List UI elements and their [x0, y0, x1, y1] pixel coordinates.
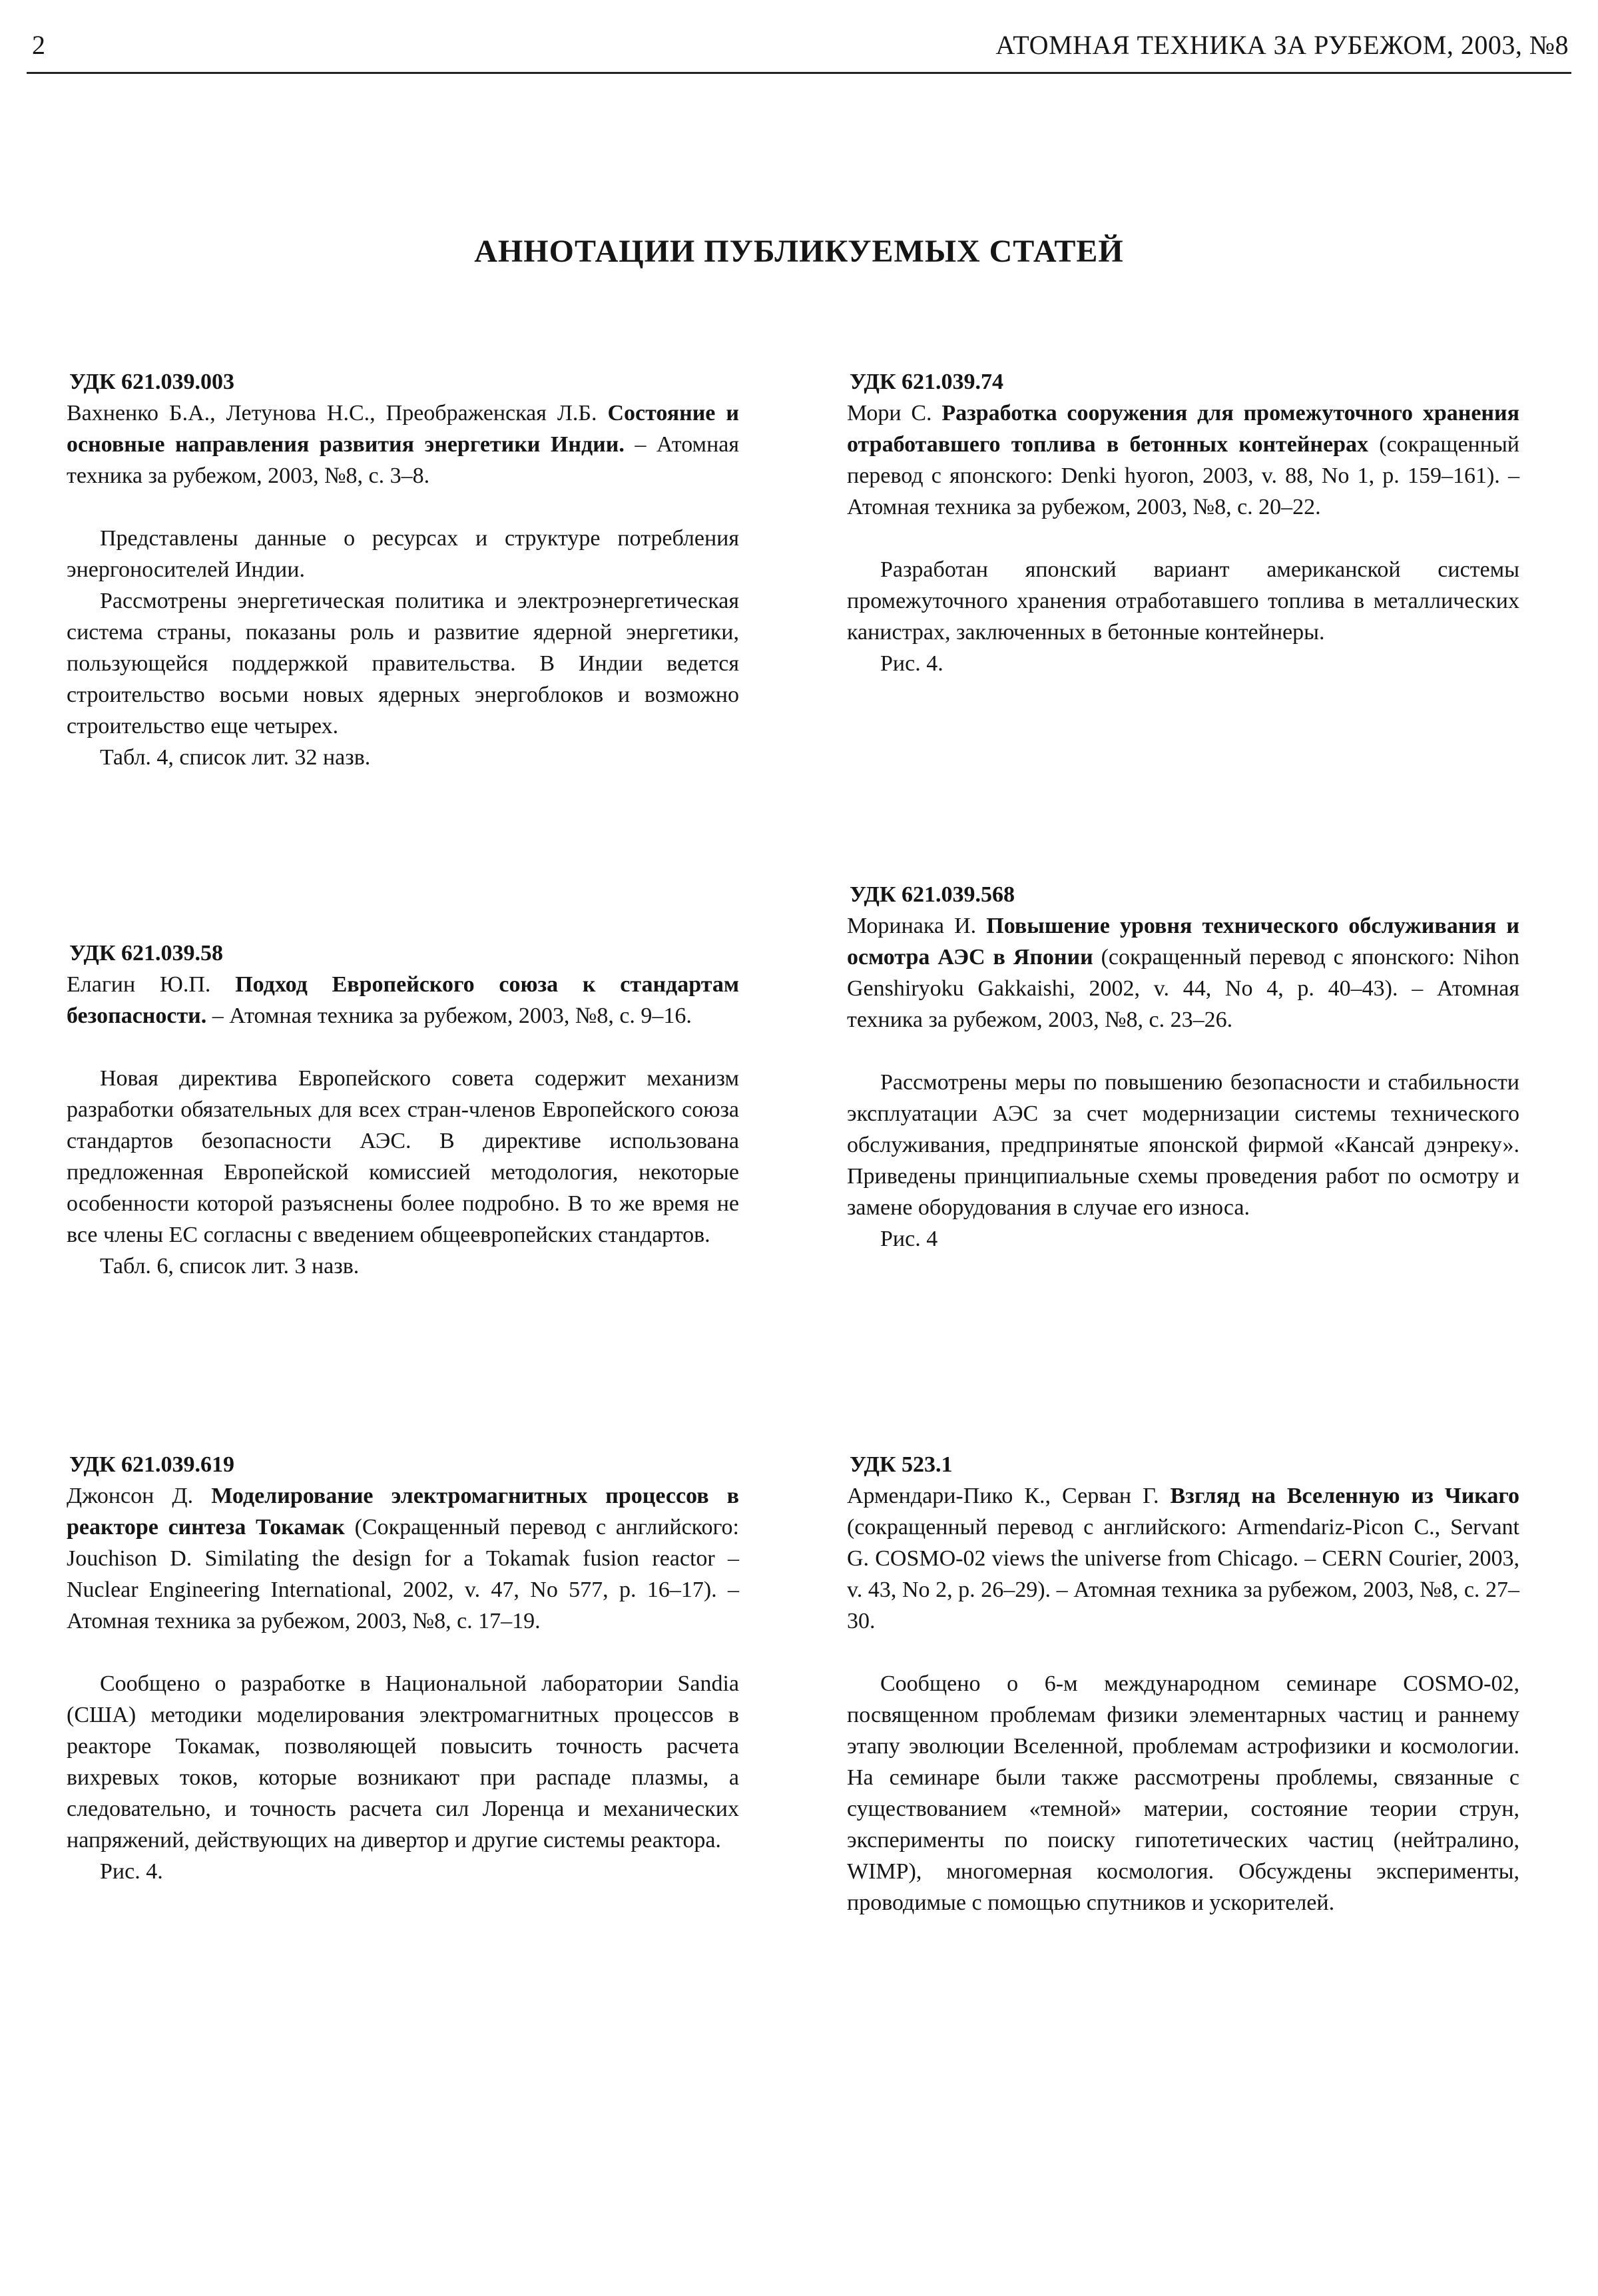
source: (Сокращенный перевод с английского: Jouchison D. Similating the design for a Tokamak fusion reactor – Nuclear Engineering International, 2002, v. 47, No 577, p. 16–17). – Атомная техника за рубежом, 2003, №8, с. 17–19.	[67, 1515, 740, 1633]
article-title: Моделирование электромагнитных процессов в реакторе синтеза Токамак	[67, 1484, 740, 1540]
abstract	[67, 1668, 739, 1887]
abstract-paragraph: Рассмотрены меры по повышению безопасности и стабильности эксплуатации АЭС за счет модернизации системы технического обслуживания, предпринятые японской фирмой «Кансай дэнреку». Приведены принципиальные схемы проведения работ по осмотру и замене оборудования в случае его износа.	[847, 1070, 1519, 1220]
authors: Елагин Ю.П.	[67, 972, 211, 997]
page-number: 2	[32, 30, 45, 60]
references-note: Рис. 4.	[100, 1859, 163, 1884]
annotation	[847, 366, 1519, 679]
abstract	[67, 523, 739, 773]
abstract	[67, 1063, 739, 1282]
annotation	[67, 1449, 739, 1887]
authors: Мори С.	[847, 401, 932, 426]
abstract-paragraph: Сообщено о 6-м международном семинаре COSMO-02, посвященном проблемам физики элементарных частиц и раннему этапу эволюции Вселенной, проблемам астрофизики и космологии. На семинаре были также рассмотрены проблемы, связанные с существованием «темной» материи, состояние теории струн, эксперименты по поиску гипотетических частиц (нейтралино, WIMP), многомерная космология. Обсуждены эксперименты, проводимые с помощью спутников и ускорителей.	[847, 1671, 1519, 1915]
source: – Атомная техника за рубежом, 2003, №8, с. 3–8.	[67, 432, 739, 488]
article-title: Повышение уровня технического обслуживания и осмотра АЭС в Японии	[847, 914, 1520, 970]
article-title: Взгляд на Вселенную из Чикаго	[1170, 1484, 1519, 1508]
annotation	[67, 938, 739, 1282]
abstract-paragraph: Сообщено о разработке в Национальной лаборатории Sandia (США) методики моделирования электромагнитных процессов в реакторе Токамак, позволяющей повысить точность расчета вихревых токов, которые возникают при распаде плазмы, а следовательно, и точность расчета сил Лоренца и механических напряжений, действующих на дивертор и другие системы реактора.	[67, 1671, 739, 1853]
authors: Армендари-Пико К., Серван Г.	[847, 1484, 1159, 1508]
references-note: Рис. 4.	[880, 651, 943, 676]
citation	[67, 969, 739, 1031]
authors: Джонсон Д.	[67, 1484, 194, 1508]
references-note: Табл. 6, список лит. 3 назв.	[100, 1254, 360, 1279]
abstract-paragraph: Новая директива Европейского совета содержит механизм разработки обязательных для всех стран-членов Европейского союза стандартов безопасности АЭС. В директиве использована предложенная Европейской комиссией методология, некоторые особенности которой разъяснены более подробно. В то же время не все члены ЕС согласны с введением общеевропейских стандартов.	[67, 1066, 739, 1247]
citation	[847, 1480, 1519, 1637]
source: (сокращенный перевод с японского: Denki hyoron, 2003, v. 88, No 1, p. 159–161). – Атомная техника за рубежом, 2003, №8, с. 20–22.	[847, 432, 1519, 519]
source: (сокращенный перевод с английского: Armendariz-Picon C., Servant G. COSMO-02 views the universe from Chicago. – CERN Courier, 2003, v. 43, No 2, p. 26–29). – Атомная техника за рубежом, 2003, №8, с. 27–30.	[847, 1515, 1519, 1633]
abstract-paragraph: Представлены данные о ресурсах и структуре потребления энергоносителей Индии.	[67, 526, 739, 582]
authors: Вахненко Б.А., Летунова Н.С., Преображенская Л.Б.	[67, 401, 597, 426]
authors: Моринака И.	[847, 914, 977, 938]
source: – Атомная техника за рубежом, 2003, №8, с. 9–16.	[212, 1004, 692, 1028]
annotation	[847, 1449, 1519, 1918]
annotation	[847, 879, 1519, 1255]
abstract-paragraph: Рассмотрены энергетическая политика и электроэнергетическая система страны, показаны роль и развитие ядерной энергетики, пользующейся поддержкой правительства. В Индии ведется строительство восьми новых ядерных энергоблоков и возможно строительство еще четырех.	[67, 589, 739, 738]
udk-code: УДК 621.039.74	[850, 370, 1004, 394]
references-note: Рис. 4	[880, 1227, 938, 1251]
citation	[847, 398, 1519, 523]
udk-code: УДК 621.039.58	[69, 941, 224, 966]
udk-code: УДК 621.039.619	[69, 1452, 235, 1477]
header-rule	[27, 72, 1571, 74]
annotation	[67, 366, 739, 773]
source: (сокращенный перевод с японского: Nihon Genshiryoku Gakkaishi, 2002, v. 44, No 4, p. 40–43). – Атомная техника за рубежом, 2003, №8, с. 23–26.	[847, 945, 1519, 1032]
abstract	[847, 1668, 1519, 1918]
abstract-paragraph: Разработан японский вариант американской системы промежуточного хранения отработавшего топлива в металлических канистрах, заключенных в бетонные контейнеры.	[847, 557, 1519, 645]
article-title: Состояние и основные направления развития энергетики Индии.	[67, 401, 740, 457]
citation	[67, 1480, 739, 1637]
udk-code: УДК 523.1	[850, 1452, 953, 1477]
references-note: Табл. 4, список лит. 32 назв.	[100, 745, 371, 770]
article-title: Разработка сооружения для промежуточного хранения отработавшего топлива в бетонных контейнерах	[847, 401, 1520, 457]
abstract	[847, 1067, 1519, 1255]
article-title: Подход Европейского союза к стандартам безопасности.	[67, 972, 739, 1028]
citation	[67, 398, 739, 491]
abstract	[847, 554, 1519, 679]
udk-code: УДК 621.039.568	[850, 882, 1015, 907]
citation	[847, 910, 1519, 1035]
running-header: АТОМНАЯ ТЕХНИКА ЗА РУБЕЖОМ, 2003, №8	[995, 30, 1569, 60]
section-title: АННОТАЦИИ ПУБЛИКУЕМЫХ СТАТЕЙ	[474, 234, 1124, 269]
udk-code: УДК 621.039.003	[69, 370, 235, 394]
